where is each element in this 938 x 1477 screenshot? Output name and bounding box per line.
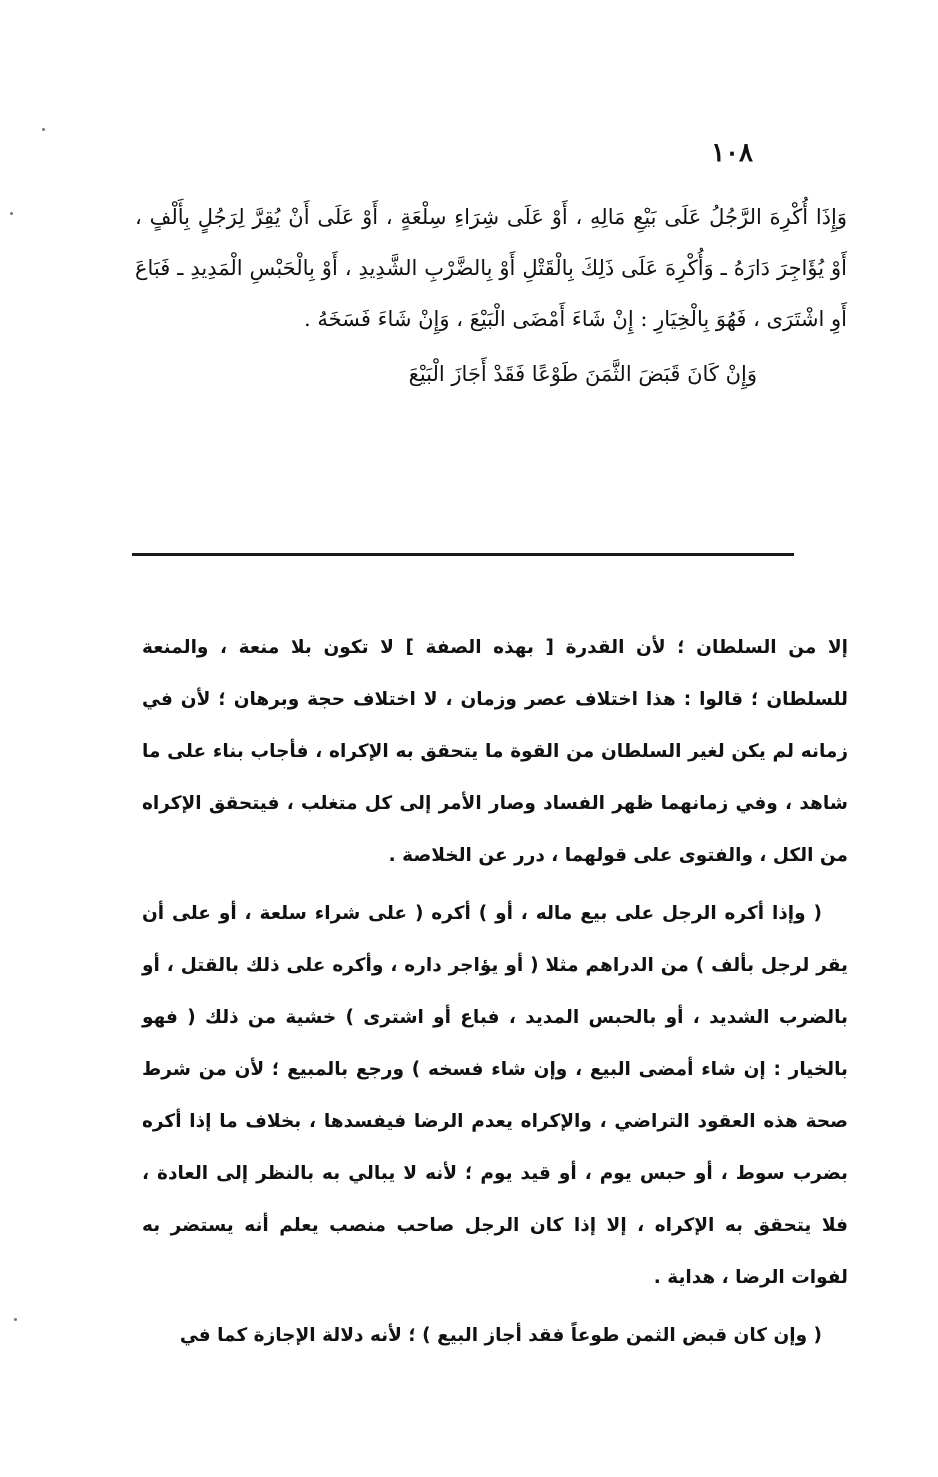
separator-rule — [132, 553, 794, 556]
main-text-block — [135, 192, 847, 400]
main-text-paragraph: وَإِنْ كَانَ قَبَضَ الثَّمَنَ طَوْعًا فَقَدْ أَجَازَ الْبَيْعَ — [408, 362, 757, 386]
page-number: ١٠٨ — [711, 138, 753, 168]
commentary-paragraph: إلا من السلطان ؛ لأن القدرة [ بهذه الصفة ] لا تكون بلا منعة ، والمنعة للسلطان ؛ قالوا : هذا اختلاف عصر وزمان ، لا اختلاف حجة وبرهان ؛ لأن في زمانه لم يكن لغير السلطان من القوة ما يتحقق به الإكراه ، فأجاب بناء على ما شاهد ، وفي زمانهما ظهر الفساد وصار الأمر إلى كل متغلب ، فيتحقق الإكراه من الكل ، والفتوى على قولهما ، درر عن الخلاصة . — [142, 637, 848, 866]
commentary-text-block — [142, 622, 848, 1362]
commentary-paragraph: ( وإذا أكره الرجل على بيع ماله ، أو ) أكره ( على شراء سلعة ، أو على أن يقر لرجل بألف ) من الدراهم مثلا ( أو يؤاجر داره ، وأكره على ذلك بالقتل ، أو بالضرب الشديد ، أو بالحبس المديد ، فباع أو اشترى ) خشية من ذلك ( فهو بالخيار : إن شاء أمضى البيع ، وإن شاء فسخه ) ورجع بالمبيع ؛ لأن من شرط صحة هذه العقود التراضي ، والإكراه يعدم الرضا فيفسدها ، بخلاف ما إذا أكره بضرب سوط ، أو حبس يوم ، أو قيد يوم ؛ لأنه لا يبالي به بالنظر إلى العادة ، فلا يتحقق به الإكراه ، إلا إذا كان الرجل صاحب منصب يعلم أنه يستضر به لفوات الرضا ، هداية . — [142, 903, 848, 1288]
scan-speck — [42, 128, 45, 131]
main-text-paragraph: وَإِذَا أُكْرِهَ الرَّجُلُ عَلَى بَيْعِ مَالِهِ ، أَوْ عَلَى شِرَاءِ سِلْعَةٍ ، أَوْ عَلَى أَنْ يُقِرَّ لِرَجُلٍ بِأَلْفٍ ، أَوْ يُؤَاجِرَ دَارَهُ ـ وَأُكْرِهَ عَلَى ذَلِكَ بِالْقَتْلِ أَوْ بِالضَّرْبِ الشَّدِيدِ ، أَوْ بِالْحَبْسِ الْمَدِيدِ ـ فَبَاعَ أَوِ اشْتَرَى ، فَهُوَ بِالْخِيَارِ : إِنْ شَاءَ أَمْضَى الْبَيْعَ ، وَإِنْ شَاءَ فَسَخَهُ . — [135, 205, 847, 331]
scan-speck — [14, 1318, 17, 1321]
scan-speck — [10, 212, 13, 215]
commentary-paragraph: ( وإن كان قبض الثمن طوعاً فقد أجاز البيع ) ؛ لأنه دلالة الإجازة كما في — [179, 1325, 822, 1346]
